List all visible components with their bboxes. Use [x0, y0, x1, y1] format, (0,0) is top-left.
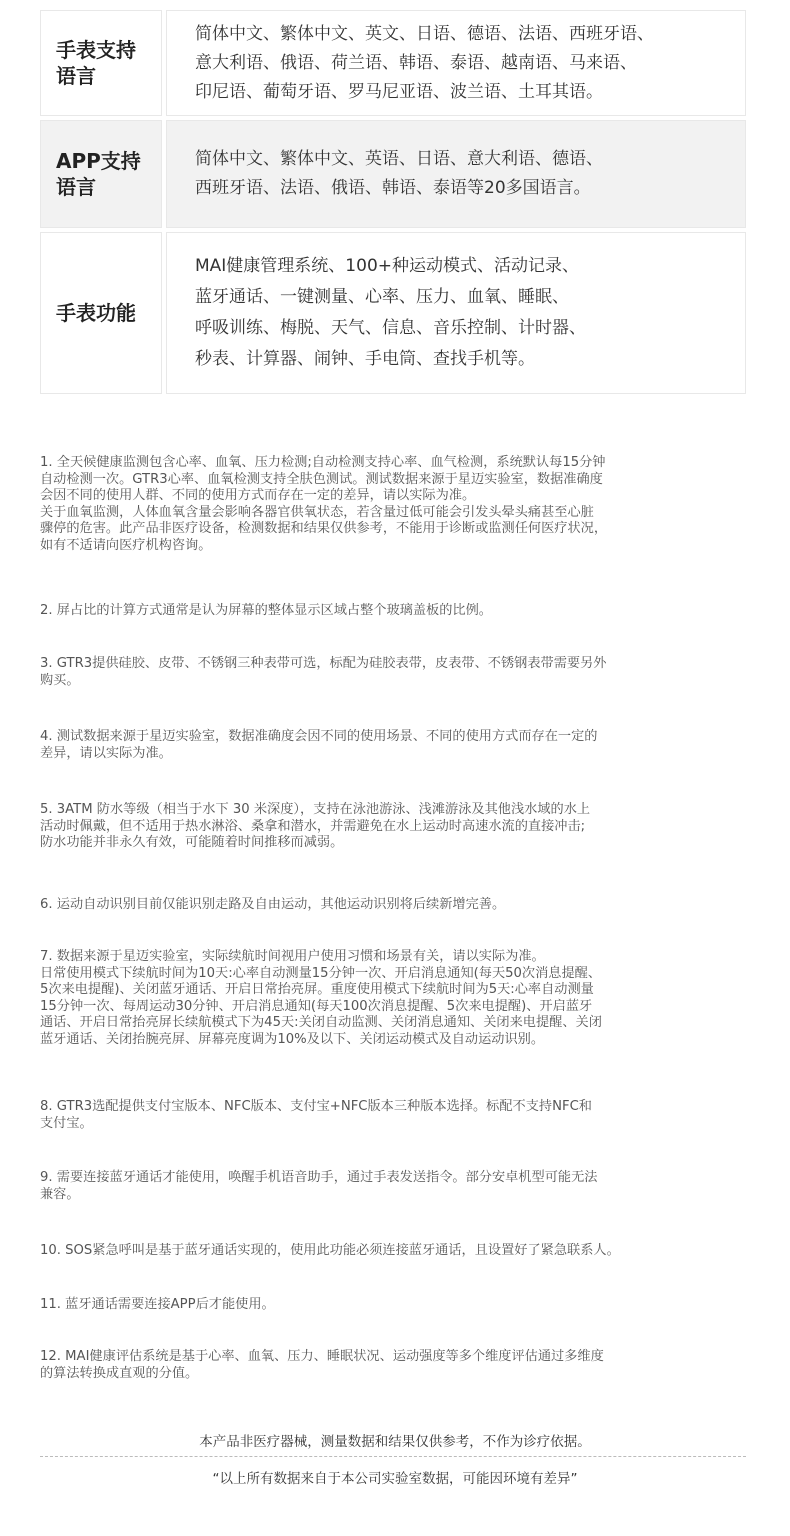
spec-row-app-languages	[40, 120, 746, 228]
spec-label-text: APP支持 语言	[56, 149, 141, 199]
spec-value	[166, 120, 746, 228]
spec-label-text: 手表支持 语言	[56, 38, 136, 88]
footnote-4: 4. 测试数据来源于星迈实验室，数据准确度会因不同的使用场景、不同的使用方式而存在一定的 差异，请以实际为准。	[40, 729, 598, 761]
footnote-3: 3. GTR3提供硅胶、皮带、不锈钢三种表带可选，标配为硅胶表带，皮表带、不锈钢表带需要另外 购买。	[40, 656, 607, 688]
spec-value-text: 简体中文、繁体中文、英语、日语、意大利语、德语、 西班牙语、法语、俄语、韩语、泰语等20多国语言。	[195, 149, 603, 198]
spec-row-watch-languages	[40, 10, 746, 116]
spec-row-watch-features	[40, 232, 746, 394]
spec-value	[166, 10, 746, 116]
spec-value-text: MAI健康管理系统、100+种运动模式、活动记录、 蓝牙通话、一键测量、心率、压力、血氧、睡眠、 呼吸训练、梅脱、天气、信息、音乐控制、计时器、 秒表、计算器、闹钟、手电筒、查找手机等。	[195, 256, 586, 369]
footnote-1: 1. 全天候健康监测包含心率、血氧、压力检测;自动检测支持心率、血气检测，系统默认每15分钟 自动检测一次。GTR3心率、血氧检测支持全肤色测试。测试数据来源于星迈实验室，数据准确度 会因不同的使用人群、不同的使用方式而存在一定的差异，请以实际为准。 关于血氧监测，人体血氧含量会影响各器官供氧状态，若含量过低可能会引发头晕头痛甚至心脏 骤停的危害。此产品非医疗设备，检测数据和结果仅供参考，不能用于诊断或监测任何医疗状况， 如有不适请向医疗机构咨询。	[40, 455, 608, 553]
footnote-7: 7. 数据来源于星迈实验室，实际续航时间视用户使用习惯和场景有关，请以实际为准。 日常使用模式下续航时间为10天:心率自动测量15分钟一次、开启消息通知(每天50次消息提醒、 5次来电提醒)、关闭蓝牙通话、开启日常抬亮屏。重度使用模式下续航时间为5天:心率自动测量 15分钟一次、每周运动30分钟、开启消息通知(每天100次消息提醒、5次来电提醒)、开启蓝牙 通话、开启日常抬亮屏长续航模式下为45天:关闭自动监测、关闭消息通知、关闭来电提醒、关闭 蓝牙通话、关闭抬腕亮屏、屏幕亮度调为10%及以下、关闭运动模式及自动运动识别。	[40, 949, 602, 1047]
footnote-2: 2. 屏占比的计算方式通常是认为屏幕的整体显示区域占整个玻璃盖板的比例。	[40, 603, 492, 618]
spec-value	[166, 232, 746, 394]
medical-disclaimer: 本产品非医疗器械，测量数据和结果仅供参考，不作为诊疗依据。	[199, 1434, 591, 1450]
spec-table	[40, 10, 746, 398]
footnote-5: 5. 3ATM 防水等级（相当于水下 30 米深度），支持在泳池游泳、浅滩游泳及其他浅水域的水上 活动时佩戴，但不适用于热水淋浴、桑拿和潜水，并需避免在水上运动时高速水流的直接冲击; 防水功能并非永久有效，可能随着时间推移而减弱。	[40, 802, 591, 850]
footnote-10: 10. SOS紧急呼叫是基于蓝牙通话实现的，使用此功能必须连接蓝牙通话，且设置好了紧急联系人。	[40, 1243, 620, 1258]
spec-label-text: 手表功能	[56, 301, 136, 325]
footnote-9: 9. 需要连接蓝牙通话才能使用，唤醒手机语音助手，通过手表发送指令。部分安卓机型可能无法 兼容。	[40, 1170, 598, 1202]
spec-label	[40, 120, 162, 228]
dashed-divider	[40, 1456, 746, 1457]
data-source-quote: “以上所有数据来自于本公司实验室数据，可能因环境有差异”	[212, 1471, 578, 1487]
footnote-11: 11. 蓝牙通话需要连接APP后才能使用。	[40, 1297, 275, 1312]
footnote-8: 8. GTR3选配提供支付宝版本、NFC版本、支付宝+NFC版本三种版本选择。标配不支持NFC和 支付宝。	[40, 1099, 592, 1131]
spec-label	[40, 232, 162, 394]
footnote-12: 12. MAI健康评估系统是基于心率、血氧、压力、睡眠状况、运动强度等多个维度评估通过多维度 的算法转换成直观的分值。	[40, 1349, 604, 1381]
spec-value-text: 简体中文、繁体中文、英文、日语、德语、法语、西班牙语、 意大利语、俄语、荷兰语、韩语、泰语、越南语、马来语、 印尼语、葡萄牙语、罗马尼亚语、波兰语、土耳其语。	[195, 23, 654, 102]
spec-label	[40, 10, 162, 116]
footnote-6: 6. 运动自动识别目前仅能识别走路及自由运动，其他运动识别将后续新增完善。	[40, 897, 506, 912]
